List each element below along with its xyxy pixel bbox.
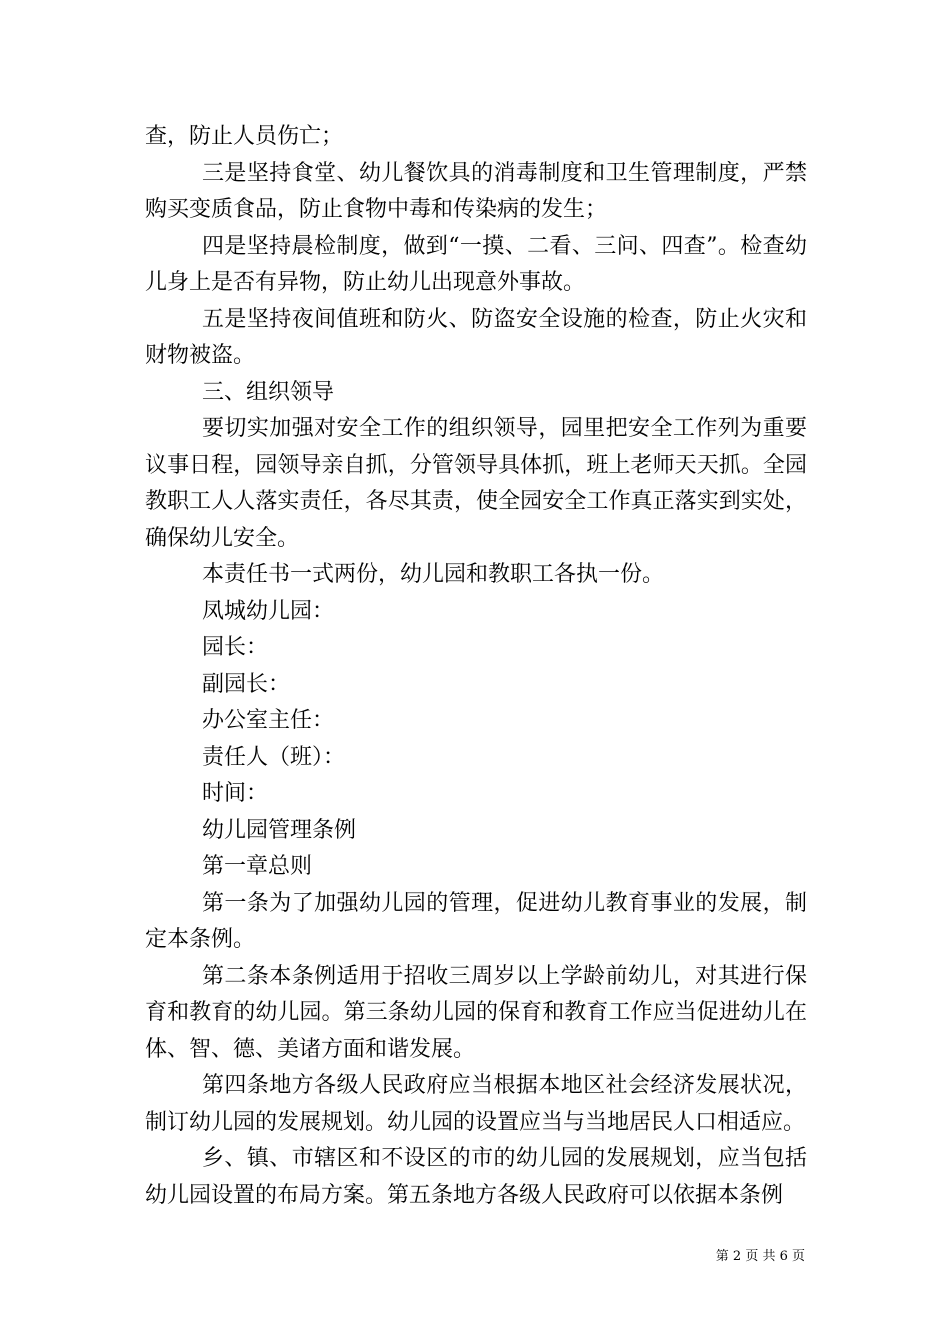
paragraph-2: 三是坚持食堂、幼儿餐饮具的消毒制度和卫生管理制度，严禁购买变质食品，防止食物中毒和传染病的发生； <box>145 160 807 222</box>
paragraph-6: 要切实加强对安全工作的组织领导，园里把安全工作列为重要议事日程，园领导亲自抓，分管领导具体抓，班上老师天天抓。全园教职工人人落实责任，各尽其责，使全园安全工作真正落实到实处，确保幼儿安全。 <box>145 416 807 551</box>
page-number: 第 2 页 共 6 页 <box>715 1249 805 1264</box>
paragraph-4: 五是坚持夜间值班和防火、防盗安全设施的检查，防止火灾和财物被盗。 <box>145 306 807 368</box>
article-1: 第一条为了加强幼儿园的管理，促进幼儿教育事业的发展，制定本条例。 <box>145 890 807 952</box>
paragraph-1: 查，防止人员伤亡； <box>145 124 344 149</box>
signature-vice-director: 副园长： <box>202 671 291 697</box>
paragraph-7: 本责任书一式两份，幼儿园和教职工各执一份。 <box>202 562 665 587</box>
regulation-title: 幼儿园管理条例 <box>202 817 357 843</box>
signature-responsible: 责任人（班）： <box>202 744 346 770</box>
signature-office-head: 办公室主任： <box>202 708 335 733</box>
article-4: 第四条地方各级人民政府应当根据本地区社会经济发展状况，制订幼儿园的发展规划。幼儿园的设置应当与当地居民人口相适应。 <box>145 1073 807 1135</box>
signature-date: 时间： <box>202 781 269 806</box>
chapter-heading: 第一章总则 <box>202 854 313 879</box>
section-heading: 三、组织领导 <box>202 379 335 405</box>
article-2-3: 第二条本条例适用于招收三周岁以上学龄前幼儿，对其进行保育和教育的幼儿园。第三条幼儿园的保育和教育工作应当促进幼儿在体、智、德、美诸方面和谐发展。 <box>145 963 807 1062</box>
article-4-cont: 乡、镇、市辖区和不设区的市的幼儿园的发展规划，应当包括幼儿园设置的布局方案。第五条地方各级人民政府可以依据本条例 <box>145 1146 807 1208</box>
paragraph-3: 四是坚持晨检制度，做到“一摸、二看、三问、四查”。检查幼儿身上是否有异物，防止幼儿出现意外事故。 <box>145 233 807 295</box>
signature-org: 凤城幼儿园： <box>202 598 335 624</box>
document-body <box>145 119 807 1214</box>
signature-director: 园长： <box>202 635 269 660</box>
